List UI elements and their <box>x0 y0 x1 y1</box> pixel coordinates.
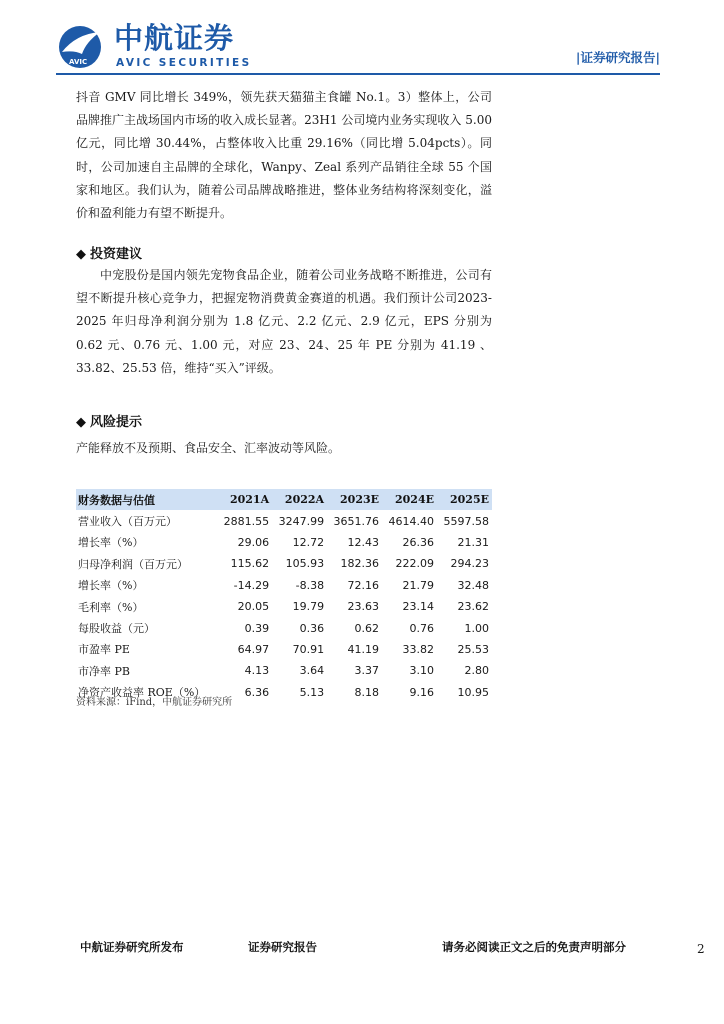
table-cell: 3651.76 <box>333 514 380 528</box>
table-header-cell: 2021A <box>217 489 272 510</box>
table-cell: 2881.55 <box>223 514 270 528</box>
table-row <box>76 639 492 660</box>
table-header-cell: 2025E <box>437 489 492 510</box>
diamond-bullet-icon: ◆ <box>76 415 86 430</box>
table-header-cell: 2022A <box>272 489 327 510</box>
table-row-label: 净资产收益率 ROE（%） <box>78 686 206 700</box>
table-cell: 4.13 <box>244 664 270 678</box>
table-cell: 23.14 <box>402 600 434 614</box>
table-header-cell: 2023E <box>327 489 382 510</box>
table-cell: 1.00 <box>464 621 489 635</box>
table-cell: 21.31 <box>457 535 489 549</box>
table-row-label: 归母净利润（百万元） <box>78 557 188 571</box>
investment-paragraph: 中宠股份是国内领先宠物食品企业，随着公司业务战略不断推进，公司有望不断提升核心竞争力，把握宠物消费黄金赛道的机遇。我们预计公司2023-2025 年归母净利润分别为 1.8 亿元、2.2 亿元、2.9 亿元，EPS 分别为 0.62 元、0.76 元、1.00 元，对应 23、24、25 年 PE 分别为 41.19 、33.82、25.53 倍，维持“买入”评级。 <box>76 268 492 375</box>
table-cell: 23.62 <box>457 600 489 614</box>
table-cell: 0.76 <box>409 621 434 635</box>
table-cell: 29.06 <box>237 535 270 549</box>
table-header-cell: 2024E <box>382 489 437 510</box>
table-cell: 8.18 <box>354 685 380 699</box>
table-row-label: 市盈率 PE <box>78 643 130 657</box>
table-cell: 12.72 <box>292 535 325 549</box>
footer-report-type: 证券研究报告 <box>248 940 317 954</box>
table-cell: 10.95 <box>457 685 489 699</box>
table-cell: 294.23 <box>450 557 489 571</box>
table-header-cell: 财务数据与估值 <box>76 489 217 510</box>
avic-logo-icon <box>56 24 104 70</box>
table-row-label: 增长率（%） <box>78 579 144 593</box>
page-number: 2 <box>697 942 705 956</box>
table-cell: 33.82 <box>402 642 434 656</box>
table-row-label: 市净率 PB <box>78 664 130 678</box>
business-paragraph: 抖音 GMV 同比增长 349%，领先获天猫猫主食罐 No.1。3）整体上，公司品牌推广主战场国内市场的收入成长显著。23H1 公司境内业务实现收入 5.00 亿元，同比增 30.44%，占整体收入比重 29.16%（同比增 5.04pcts）。同时，公司加速自主品牌的全球化，Wanpy、Zeal 系列产品销往全球 55 个国家和地区。我们认为，随着公司品牌战略推进，整体业务结构将深刻变化，溢价和盈利能力有望不断提升。 <box>76 90 492 221</box>
table-cell: 41.19 <box>347 642 380 656</box>
table-cell: 72.16 <box>347 578 380 592</box>
table-cell: 21.79 <box>402 578 434 592</box>
table-cell: 19.79 <box>292 600 325 614</box>
table-cell: 0.62 <box>354 621 380 635</box>
table-row <box>76 553 492 574</box>
table-row <box>76 532 492 553</box>
diamond-bullet-icon: ◆ <box>76 247 86 262</box>
table-row <box>76 617 492 638</box>
table-cell: 182.36 <box>340 557 380 571</box>
table-cell: 32.48 <box>457 578 489 592</box>
table-cell: 26.36 <box>402 535 434 549</box>
table-cell: 222.09 <box>395 557 434 571</box>
table-row-label: 营业收入（百万元） <box>78 515 177 529</box>
table-cell: 6.36 <box>244 685 270 699</box>
logo-chinese-name: 中航证券 <box>114 21 235 55</box>
table-cell: 70.91 <box>292 642 325 656</box>
table-cell: 3.10 <box>409 664 434 678</box>
table-cell: 5597.58 <box>443 514 489 528</box>
investment-title-text: 投资建议 <box>90 247 143 262</box>
footer-disclaimer: 请务必阅读正文之后的免责声明部分 <box>442 940 626 954</box>
logo-english-name: AVIC SECURITIES <box>116 57 252 69</box>
table-cell: 4614.40 <box>388 514 434 528</box>
logo-mark-text: AVIC <box>69 58 88 66</box>
risk-text: 产能释放不及预期、食品安全、汇率波动等风险。 <box>76 441 341 455</box>
table-cell: -14.29 <box>233 578 270 592</box>
risk-section-title <box>76 414 142 432</box>
table-row-label: 每股收益（元） <box>78 622 155 636</box>
table-cell: -8.38 <box>295 578 325 592</box>
page-header <box>56 22 660 72</box>
table-cell: 2.80 <box>464 664 489 678</box>
table-header-row <box>76 489 492 510</box>
table-cell: 105.93 <box>285 557 325 571</box>
footer-publisher: 中航证券研究所发布 <box>80 940 184 954</box>
table-row-label: 毛利率（%） <box>78 600 144 614</box>
report-type-tag: |证券研究报告| <box>575 50 660 65</box>
table-cell: 3247.99 <box>278 514 325 528</box>
table-cell: 0.39 <box>244 621 270 635</box>
table-body <box>76 510 492 703</box>
table-cell: 23.63 <box>347 600 380 614</box>
table-cell: 0.36 <box>299 621 325 635</box>
financial-table <box>76 489 492 703</box>
table-row <box>76 596 492 617</box>
table-row <box>76 660 492 681</box>
table-cell: 12.43 <box>347 535 380 549</box>
table-row <box>76 510 492 531</box>
investment-section-title <box>76 246 142 264</box>
risk-title-text: 风险提示 <box>90 415 143 430</box>
header-divider <box>56 73 660 75</box>
table-cell: 3.37 <box>354 664 380 678</box>
table-cell: 115.62 <box>230 557 270 571</box>
table-row-label: 增长率（%） <box>78 536 144 550</box>
table-cell: 9.16 <box>409 685 434 699</box>
table-cell: 25.53 <box>457 642 489 656</box>
table-row <box>76 575 492 596</box>
table-cell: 64.97 <box>237 642 270 656</box>
table-cell: 5.13 <box>299 685 325 699</box>
table-cell: 20.05 <box>237 600 270 614</box>
source-note: 资料来源：iFind，中航证券研究所 <box>76 697 233 708</box>
table-cell: 3.64 <box>299 664 325 678</box>
